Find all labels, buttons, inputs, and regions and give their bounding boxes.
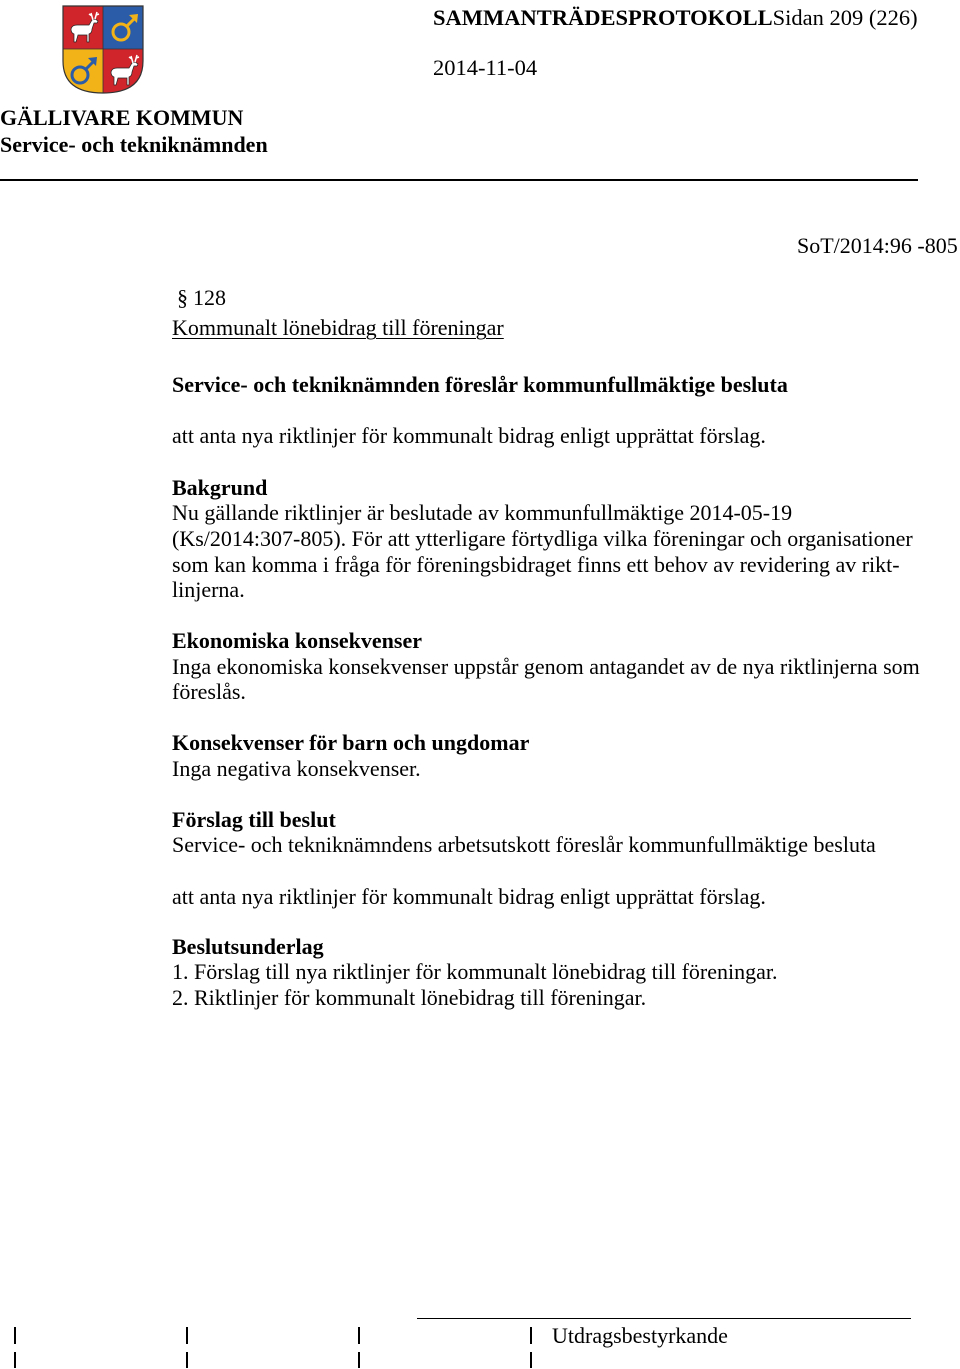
shield-quarter-blue — [103, 5, 144, 49]
signature-box-divider — [358, 1327, 360, 1344]
committee-name: Service- och tekniknämnden — [0, 132, 268, 157]
background-line: (Ks/2014:307-805). För att ytterligare förtydliga vilka föreningar och organisationer — [172, 526, 913, 551]
proposal-text: att anta nya riktlinjer för kommunalt bidrag enligt upprättat förslag. — [172, 423, 766, 448]
signature-box-divider — [14, 1327, 16, 1344]
background-line: linjerna. — [172, 577, 245, 602]
signature-box-divider — [14, 1352, 16, 1368]
signature-box-divider — [186, 1352, 188, 1368]
page-number: Sidan 209 (226) — [772, 5, 918, 30]
header-divider — [0, 179, 918, 181]
footer-divider — [417, 1318, 911, 1319]
documents-item: 2. Riktlinjer för kommunalt lönebidrag till föreningar. — [172, 985, 647, 1010]
economic-heading: Ekonomiska konsekvenser — [172, 628, 423, 653]
background-line: som kan komma i fråga för föreningsbidraget finns ett behov av revidering av rikt- — [172, 552, 900, 577]
paragraph-number: 128 — [193, 285, 226, 310]
meeting-date: 2014-11-04 — [433, 55, 538, 80]
coat-of-arms-logo — [62, 5, 144, 94]
documents-heading: Beslutsunderlag — [172, 934, 324, 959]
organization-name: GÄLLIVARE KOMMUN — [0, 105, 244, 130]
children-heading: Konsekvenser för barn och ungdomar — [172, 730, 530, 755]
certification-label: Utdragsbestyrkande — [552, 1323, 728, 1348]
documents-item: 1. Förslag till nya riktlinjer för kommunalt lönebidrag till föreningar. — [172, 959, 778, 984]
signature-box-divider — [186, 1327, 188, 1344]
paragraph-sign: § — [177, 285, 188, 310]
proposal-heading: Service- och tekniknämnden föreslår kommunfullmäktige besluta — [172, 372, 788, 397]
background-heading: Bakgrund — [172, 475, 268, 500]
signature-box-divider — [358, 1352, 360, 1368]
shield-quarter-gold — [62, 49, 103, 94]
children-line: Inga negativa konsekvenser. — [172, 756, 421, 781]
signature-box-divider — [530, 1327, 532, 1344]
section-title: Kommunalt lönebidrag till föreningar — [172, 315, 504, 340]
signature-box-divider — [530, 1352, 532, 1368]
document-header — [433, 5, 918, 31]
decision-line: Service- och tekniknämndens arbetsutskott föreslår kommunfullmäktige besluta — [172, 832, 876, 857]
economic-line: Inga ekonomiska konsekvenser uppstår genom antagandet av de nya riktlinjerna som — [172, 654, 920, 679]
document-type: SAMMANTRÄDESPROTOKOLL — [433, 5, 773, 30]
economic-line: föreslås. — [172, 679, 246, 704]
reference-number: SoT/2014:96 -805 — [797, 233, 958, 258]
background-line: Nu gällande riktlinjer är beslutade av kommunfullmäktige 2014-05-19 — [172, 500, 793, 525]
decision-line: att anta nya riktlinjer för kommunalt bidrag enligt upprättat förslag. — [172, 884, 766, 909]
decision-heading: Förslag till beslut — [172, 807, 336, 832]
